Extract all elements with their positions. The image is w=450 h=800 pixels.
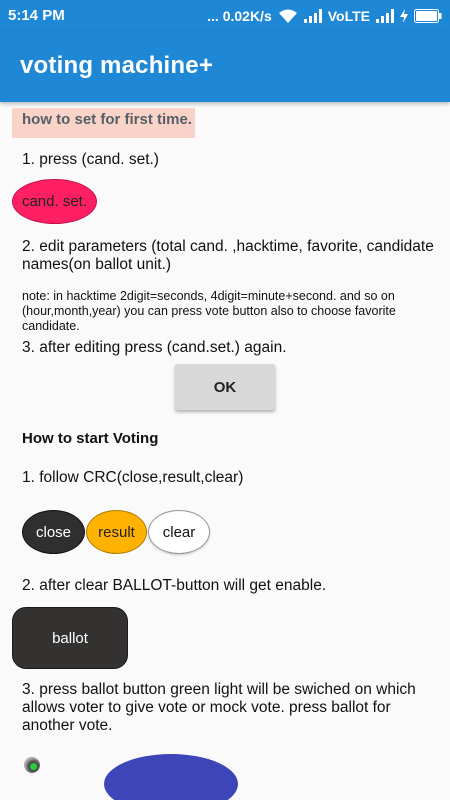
voting-step-3-line3: another vote. [22, 717, 113, 734]
note-line1: note: in hacktime 2digit=seconds, 4digit=minute+second. and so on [22, 289, 395, 303]
signal-icon-2 [376, 9, 394, 23]
setup-step-1: 1. press (cand. set.) [22, 151, 159, 168]
status-time: 5:14 PM [8, 7, 65, 24]
network-speed: ... 0.02K/s [207, 8, 272, 24]
voting-heading: How to start Voting [22, 430, 159, 447]
setup-step-2-line2: names(on ballot unit.) [22, 256, 172, 273]
instructions-scroll-view[interactable] [0, 102, 450, 800]
status-bar [0, 0, 450, 32]
battery-icon [414, 9, 442, 23]
ok-label: OK [213, 378, 237, 396]
setup-heading: how to set for first time. [22, 111, 193, 128]
voting-step-3-line2: allows voter to give vote or mock vote. press ballot for [22, 699, 391, 716]
signal-icon [304, 9, 322, 23]
cand-set-button[interactable] [12, 179, 97, 224]
voting-step-1: 1. follow CRC(close,result,clear) [22, 469, 244, 486]
cand-set-label: cand. set. [21, 193, 88, 210]
close-button[interactable] [22, 510, 85, 554]
ok-button[interactable] [175, 364, 275, 410]
voting-step-3-line1: 3. press ballot button green light will be swiched on which [22, 681, 416, 698]
charging-icon [400, 9, 408, 23]
note-line3: candidate. [22, 319, 80, 333]
result-button[interactable] [86, 510, 147, 554]
close-label: close [35, 523, 72, 541]
result-label: result [98, 523, 135, 541]
setup-step-3: 3. after editing press (cand.set.) again. [22, 339, 287, 356]
wifi-icon [278, 8, 298, 24]
note-line2: (hour,month,year) you can press vote button also to choose favorite [22, 304, 396, 318]
setup-step-2-line1: 2. edit parameters (total cand. ,hacktime, favorite, candidate [22, 238, 434, 255]
app-title: voting machine+ [20, 52, 214, 79]
clear-label: clear [162, 523, 196, 541]
green-light-indicator [24, 757, 40, 773]
ballot-button[interactable] [12, 607, 128, 669]
status-icons [207, 6, 442, 26]
ballot-label: ballot [52, 629, 88, 647]
app-bar [0, 32, 450, 102]
vote-button[interactable] [104, 754, 238, 800]
clear-button[interactable] [148, 510, 210, 554]
network-type: VoLTE [327, 8, 370, 24]
voting-step-2: 2. after clear BALLOT-button will get enable. [22, 577, 327, 594]
